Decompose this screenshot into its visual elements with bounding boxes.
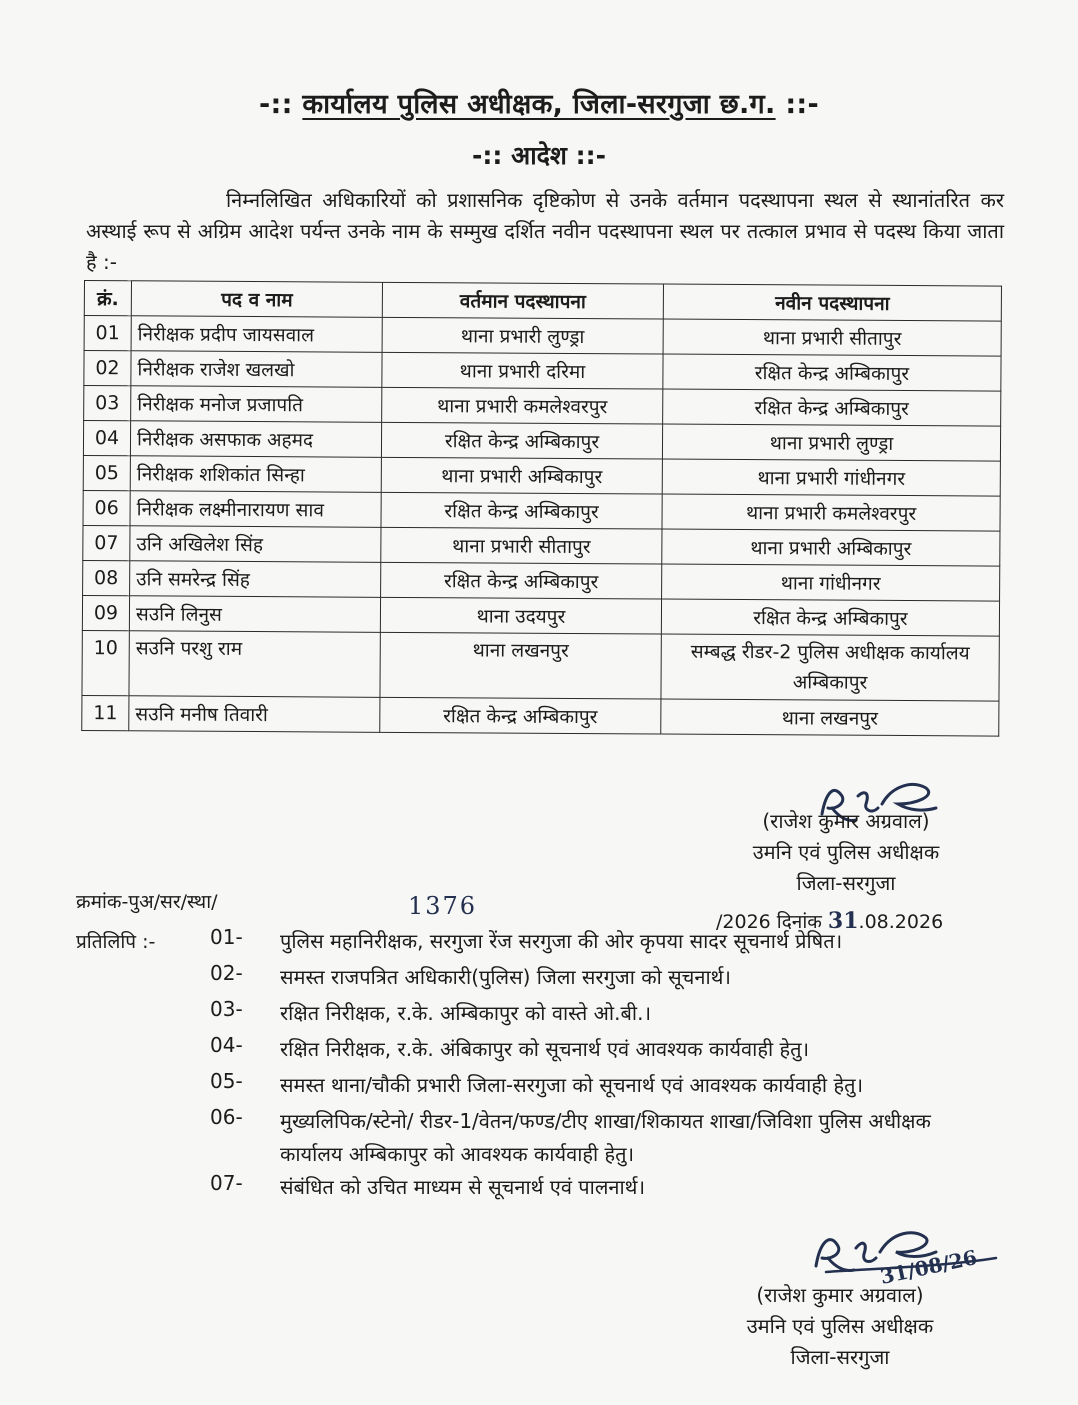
name-cell: निरीक्षक असफाक अहमद [130, 421, 381, 458]
table-row [83, 490, 1000, 531]
office-title [0, 84, 1078, 121]
signatory-district: जिला-सरगुजा [796, 871, 896, 895]
signatory-district: जिला-सरगुजा [790, 1345, 890, 1369]
serial-cell: 07 [83, 525, 130, 560]
name-cell: निरीक्षक लक्ष्मीनारायण साव [130, 491, 381, 528]
table-body [82, 316, 1002, 737]
copy-item-text: संबंधित को उचित माध्यम से सूचनार्थ एवं पालनार्थ। [280, 1175, 646, 1199]
current-posting-cell: रक्षित केन्द्र अम्बिकापुर [380, 697, 661, 734]
order-reference-number: 1376 [408, 892, 478, 920]
serial-cell: 03 [84, 386, 131, 421]
name-cell: उनि समरेन्द्र सिंह [130, 561, 381, 598]
copy-item-text: रक्षित निरीक्षक, र.के. अंबिकापुर को सूचनार्थ एवं आवश्यक कार्यवाही हेतु। [280, 1037, 810, 1061]
name-cell: निरीक्षक शशिकांत सिन्हा [130, 456, 381, 493]
name-cell: निरीक्षक मनोज प्रजापति [131, 386, 382, 423]
serial-cell: 08 [83, 560, 130, 595]
col-header-current-posting: वर्तमान पदस्थापना [382, 282, 663, 319]
order-heading: -:: आदेश ::- [472, 141, 606, 170]
serial-cell: 09 [82, 595, 129, 630]
copy-item-text: पुलिस महानिरीक्षक, सरगुजा रेंज सरगुजा की ओर कृपया सादर सूचनार्थ प्रेषित। [280, 929, 843, 953]
current-posting-cell: रक्षित केन्द्र अम्बिकापुर [381, 562, 662, 599]
serial-cell: 10 [82, 630, 129, 695]
current-posting-cell: रक्षित केन्द्र अम्बिकापुर [381, 492, 662, 529]
serial-cell: 11 [82, 695, 129, 730]
table-row [83, 421, 1000, 462]
copy-item-text: मुख्यलिपिक/स्टेनो/ रीडर-1/वेतन/फण्ड/टीए शाखा/शिकायत शाखा/जिविशा पुलिस अधीक्षक कार्यालय अम्बिकापुर को आवश्यक कार्यवाही हेतु। [280, 1109, 931, 1166]
serial-cell: 06 [83, 490, 130, 525]
table-header-row [84, 281, 1001, 322]
table-row [84, 351, 1001, 392]
copy-item-number: 05- [210, 1069, 243, 1093]
copy-item-number: 06- [210, 1105, 243, 1129]
current-posting-cell: थाना उदयपुर [380, 597, 661, 634]
col-header-serial: क्रं. [84, 281, 131, 316]
copy-item-number: 02- [210, 961, 243, 985]
new-posting-cell: थाना प्रभारी अम्बिकापुर [662, 529, 1000, 566]
copy-item-number: 04- [210, 1033, 243, 1057]
signature-block-bottom [706, 1280, 974, 1373]
order-day-handwritten: 31 [827, 908, 859, 934]
table-row [82, 630, 999, 701]
new-posting-cell: रक्षित केन्द्र अम्बिकापुर [663, 389, 1001, 426]
order-reference-prefix: क्रमांक-पुअ/सर/स्था/ [76, 891, 218, 913]
new-posting-cell: थाना लखनपुर [661, 699, 999, 736]
copy-item-number: 03- [210, 997, 243, 1021]
copy-item-text: रक्षित निरीक्षक, र.के. अम्बिकापुर को वास्ते ओ.बी.। [280, 1001, 652, 1025]
new-posting-cell: थाना प्रभारी लुण्ड्रा [662, 424, 1000, 461]
new-posting-cell: थाना प्रभारी कमलेश्वरपुर [662, 494, 1000, 531]
signatory-designation: उमनि एवं पुलिस अधीक्षक [752, 840, 940, 864]
current-posting-cell: थाना प्रभारी अम्बिकापुर [381, 457, 662, 494]
serial-cell: 04 [83, 421, 130, 456]
signature-block-top [712, 806, 980, 899]
copy-item-number: 07- [210, 1171, 243, 1195]
new-posting-cell: रक्षित केन्द्र अम्बिकापुर [663, 354, 1001, 391]
name-cell: सउनि लिनुस [129, 596, 380, 633]
current-posting-cell: थाना लखनपुर [380, 632, 661, 699]
table-row [83, 525, 1000, 566]
name-cell: सउनि परशु राम [129, 631, 380, 698]
table-row [83, 455, 1000, 496]
title-suffix: ::- [785, 89, 820, 120]
new-posting-cell: थाना गांधीनगर [662, 564, 1000, 601]
current-posting-cell: थाना प्रभारी लुण्ड्रा [382, 317, 663, 354]
title-prefix: -:: [258, 89, 293, 120]
intro-paragraph: निम्नलिखित अधिकारियों को प्रशासनिक दृष्टिकोण से उनके वर्तमान पदस्थापना स्थल से स्थानांतरित कर अस्थाई रूप से अग्रिम आदेश पर्यन्त उनके नाम के सम्मुख दर्शित नवीन पदस्थापना स्थल पर तत्काल प्रभाव से पदस्थ किया जाता है :- [86, 188, 1004, 274]
col-header-name: पद व नाम [131, 281, 382, 318]
signatory-designation: उमनि एवं पुलिस अधीक्षक [746, 1314, 934, 1338]
table-row [84, 386, 1001, 427]
table-row [82, 595, 999, 636]
serial-cell: 05 [83, 455, 130, 490]
order-year-label: /2026 दिनांक [716, 911, 822, 933]
col-header-new-posting: नवीन पदस्थापना [663, 284, 1001, 321]
copy-item-number: 01- [210, 925, 243, 949]
name-cell: सउनि मनीष तिवारी [129, 696, 380, 733]
new-posting-cell: थाना प्रभारी गांधीनगर [662, 459, 1000, 496]
current-posting-cell: थाना प्रभारी कमलेश्वरपुर [382, 387, 663, 424]
copy-item-text: समस्त थाना/चौकी प्रभारी जिला-सरगुजा को सूचनार्थ एवं आवश्यक कार्यवाही हेतु। [280, 1073, 864, 1097]
name-cell: उनि अखिलेश सिंह [130, 526, 381, 563]
order-month-year: .08.2026 [858, 911, 944, 933]
table-row [83, 560, 1000, 601]
signature-handwritten-date: 31/08/26 [878, 1245, 980, 1289]
current-posting-cell: थाना प्रभारी सीतापुर [381, 527, 662, 564]
signatory-name: (राजेश कुमार अग्रवाल) [762, 809, 930, 833]
signatory-name: (राजेश कुमार अग्रवाल) [756, 1283, 924, 1307]
current-posting-cell: थाना प्रभारी दरिमा [382, 352, 663, 389]
serial-cell: 02 [84, 351, 131, 386]
copy-to-label: प्रतिलिपि :- [76, 931, 156, 953]
copy-item-text: समस्त राजपत्रित अधिकारी(पुलिस) जिला सरगुजा को सूचनार्थ। [280, 965, 732, 989]
office-name: कार्यालय पुलिस अधीक्षक, जिला-सरगुजा छ.ग. [302, 89, 776, 120]
transfer-table [81, 280, 1002, 737]
new-posting-cell: थाना प्रभारी सीतापुर [663, 319, 1001, 356]
serial-cell: 01 [84, 316, 131, 351]
name-cell: निरीक्षक प्रदीप जायसवाल [131, 316, 382, 353]
new-posting-cell: सम्बद्ध रीडर-2 पुलिस अधीक्षक कार्यालय अम्बिकापुर [661, 634, 999, 701]
current-posting-cell: रक्षित केन्द्र अम्बिकापुर [381, 422, 662, 459]
name-cell: निरीक्षक राजेश खलखो [131, 351, 382, 388]
new-posting-cell: रक्षित केन्द्र अम्बिकापुर [661, 599, 999, 636]
table-row [82, 695, 999, 736]
table-row [84, 316, 1001, 357]
